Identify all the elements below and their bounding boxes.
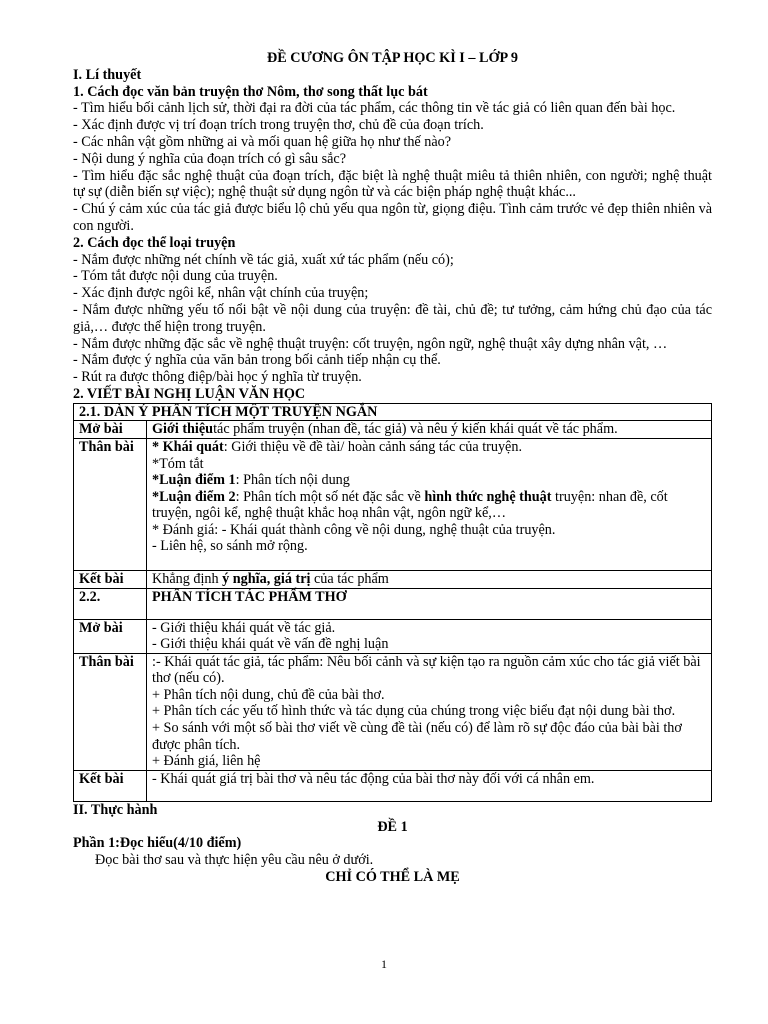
row-label-body: Thân bài — [74, 438, 147, 570]
row-content-poem-conclusion: - Khái quát giá trị bài thơ và nêu tác động của bài thơ này đối với cá nhân em. — [147, 770, 712, 801]
part1-instruction: Đọc bài thơ sau và thực hiện yêu cầu nêu ở dưới. — [95, 852, 374, 869]
point2-text: : Phân tích một số nét đặc sắc về — [235, 488, 425, 505]
document-page — [73, 50, 712, 886]
row-content-poem-body — [147, 653, 712, 770]
list-item: - Nắm được những nét chính về tác giả, xuất xứ tác phẩm (nếu có); — [73, 251, 454, 268]
point1-bold: *Luận điểm 1 — [152, 472, 236, 489]
row-label-conclusion: Kết bài — [74, 770, 147, 801]
intro-bold-text: Giới thiệu — [152, 421, 214, 438]
document-title: ĐỀ CƯƠNG ÔN TẬP HỌC KÌ I – LỚP 9 — [266, 50, 519, 66]
point2-text-rest: truyện: nhan đề, cốt truyện, ngôi kể, nghệ thuật khắc hoạ nhân vật, ngôn ngữ kể,… — [152, 488, 668, 522]
table-row — [74, 653, 712, 770]
exam-label: ĐỀ 1 — [377, 818, 408, 835]
table-heading-short-story: 2.1. DÀN Ý PHÂN TÍCH MỘT TRUYỆN NGẮN — [74, 403, 712, 421]
point2-art-bold: hình thức nghệ thuật — [424, 488, 552, 505]
list-item: + Phân tích các yếu tố hình thức và tác dụng của chúng trong việc biểu đạt nội dung bài thơ. — [152, 703, 676, 720]
row-content-intro — [147, 421, 712, 439]
list-item: + Đánh giá, liên hệ — [152, 753, 261, 770]
overview-bold: * Khái quát — [152, 438, 224, 455]
section-heading-practice: II. Thực hành — [73, 801, 158, 818]
part1-heading: Phần 1:Đọc hiểu(4/10 điểm) — [73, 835, 242, 852]
point2-bold: *Luận điểm 2 — [152, 488, 236, 505]
connection-text: - Liên hệ, so sánh mở rộng. — [152, 538, 308, 555]
table-row — [74, 570, 712, 588]
table-heading-poem: PHÂN TÍCH TÁC PHẨM THƠ — [147, 588, 712, 619]
list-item: - Chú ý cảm xúc của tác giả được biểu lộ chủ yếu qua ngôn từ, giọng điệu. Tình cảm trước vẻ đẹp thiên nhiên và con người. — [73, 201, 712, 234]
row-content-body — [147, 438, 712, 570]
point1-text: : Phân tích nội dung — [235, 472, 350, 489]
table-row — [74, 421, 712, 439]
table-row — [74, 619, 712, 653]
list-item: - Nắm được ý nghĩa của văn bản trong bối cảnh tiếp nhận cụ thể. — [73, 352, 441, 369]
subsection-heading-2: 2. Cách đọc thể loại truyện — [73, 234, 236, 251]
list-item: - Tóm tắt được nội dung của truyện. — [73, 268, 278, 285]
row-label-intro: Mở bài — [74, 421, 147, 439]
evaluation-text: * Đánh giá: - Khái quát thành công về nội dung, nghệ thuật của truyện. — [152, 521, 556, 538]
row-content-conclusion — [147, 570, 712, 588]
list-item: - Các nhân vật gồm những ai và mối quan hệ giữa họ như thế nào? — [73, 133, 452, 150]
table-row — [74, 588, 712, 619]
row-label-body: Thân bài — [74, 653, 147, 770]
list-item: :- Khái quát tác giả, tác phẩm: Nêu bối cảnh và sự kiện tạo ra nguồn cảm xúc cho tác giả viết bài thơ (nếu có). — [152, 653, 701, 687]
subsection-heading-writing: 2. VIẾT BÀI NGHỊ LUẬN VĂN HỌC — [73, 385, 306, 402]
conclusion-text: Khẳng định — [152, 570, 223, 587]
list-item: - Tìm hiểu đặc sắc nghệ thuật của đoạn trích, đặc biệt là nghệ thuật miêu tả thiên nhiên, con người; nghệ thuật tự sự (diễn biến sự việc); nghệ thuật sử dụng ngôn từ và các biện pháp nghệ thuật khác... — [73, 167, 712, 201]
row-label-poem-section: 2.2. — [74, 588, 147, 619]
row-label-conclusion: Kết bài — [74, 570, 147, 588]
intro-text: tác phẩm truyện (nhan đề, tác giả) và nêu ý kiến khái quát về tác phẩm. — [213, 421, 618, 438]
conclusion-bold: ý nghĩa, giá trị — [222, 570, 311, 587]
list-item: - Xác định được vị trí đoạn trích trong truyện thơ, chủ đề của đoạn trích. — [73, 117, 484, 134]
list-item: - Giới thiệu khái quát về tác giả. — [152, 619, 336, 636]
page-number: 1 — [381, 957, 387, 971]
subsection-heading-1: 1. Cách đọc văn bản truyện thơ Nôm, thơ song thất lục bát — [73, 83, 428, 100]
list-item: - Nội dung ý nghĩa của đoạn trích có gì sâu sắc? — [73, 150, 347, 167]
table-row — [74, 770, 712, 801]
table-row — [74, 403, 712, 421]
summary-text: *Tóm tắt — [152, 455, 204, 472]
row-content-poem-intro — [147, 619, 712, 653]
list-item: - Nắm được những đặc sắc về nghệ thuật truyện: cốt truyện, ngôn ngữ, nghệ thuật xây dựng nhân vật, … — [73, 335, 668, 352]
table-row — [74, 438, 712, 570]
poem-title: CHỈ CÓ THỂ LÀ MẸ — [325, 869, 460, 886]
list-item: - Nắm được những yếu tố nổi bật về nội dung của truyện: đề tài, chủ đề; tư tưởng, cảm hứng chủ đạo của tác giả,… được thể hiện trong truyện. — [73, 301, 712, 335]
conclusion-text-rest: của tác phẩm — [310, 570, 389, 587]
essay-outline-table — [73, 403, 712, 802]
list-item: - Xác định được ngôi kể, nhân vật chính của truyện; — [73, 285, 369, 302]
overview-text: : Giới thiệu về đề tài/ hoàn cảnh sáng tác của truyện. — [223, 438, 522, 455]
list-item: - Giới thiệu khái quát về vấn đề nghị luận — [152, 636, 389, 653]
list-item: - Tìm hiểu bối cảnh lịch sử, thời đại ra đời của tác phẩm, các thông tin về tác giả có liên quan đến bài học. — [73, 100, 676, 117]
list-item: + Phân tích nội dung, chủ đề của bài thơ. — [152, 686, 385, 703]
list-item: - Rút ra được thông điệp/bài học ý nghĩa từ truyện. — [73, 369, 362, 386]
row-label-intro: Mở bài — [74, 619, 147, 653]
section-heading-theory: I. Lí thuyết — [73, 66, 142, 83]
list-item: + So sánh với một số bài thơ viết về cùng đề tài (nếu có) để làm rõ sự độc đáo của bài bài thơ được phân tích. — [152, 720, 682, 753]
